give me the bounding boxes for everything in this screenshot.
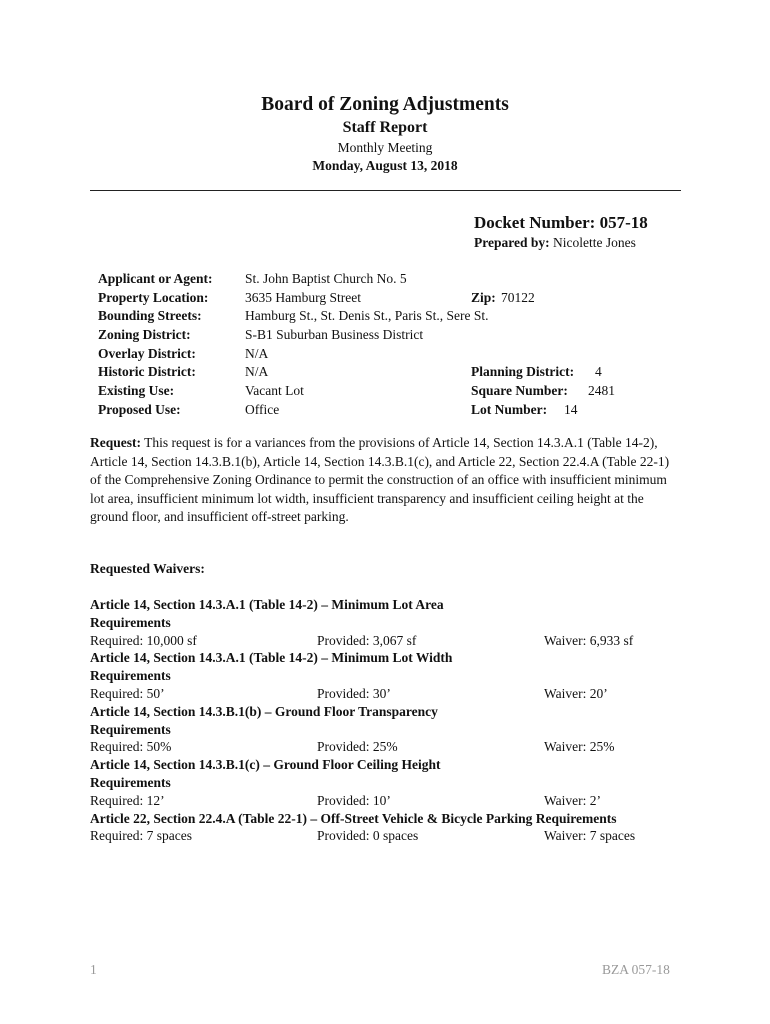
waiver-amount: Waiver: 2’ — [544, 792, 602, 808]
applicant-value: St. John Baptist Church No. 5 — [245, 271, 407, 286]
info-row-zoning — [98, 326, 658, 345]
lot-value: 14 — [564, 401, 578, 417]
overlay-label: Overlay District: — [98, 345, 196, 361]
planning-label: Planning District: — [471, 364, 575, 380]
waiver-item — [90, 596, 690, 649]
report-subtitle: Staff Report — [342, 119, 428, 136]
footer-reference: BZA 057-18 — [602, 962, 670, 977]
property-info — [98, 270, 658, 420]
prepared-by — [474, 235, 636, 251]
historic-label: Historic District: — [98, 364, 196, 380]
prepared-by-name: Nicolette Jones — [553, 235, 636, 250]
historic-value: N/A — [245, 364, 269, 380]
lot-label: Lot Number: — [471, 401, 548, 417]
waiver-title: Article 14, Section 14.3.B.1(c) – Ground Floor Ceiling Height — [90, 757, 441, 773]
info-row-location — [98, 289, 658, 308]
meeting-type: Monthly Meeting — [337, 140, 433, 155]
docket-number: Docket Number: 057-18 — [474, 213, 648, 232]
existing-value: Vacant Lot — [245, 383, 304, 399]
waiver-provided: Provided: 10’ — [317, 792, 391, 808]
square-label: Square Number: — [471, 383, 568, 399]
waiver-values — [90, 685, 690, 703]
waiver-required: Required: 10,000 sf — [90, 632, 197, 648]
waiver-values — [90, 738, 690, 756]
waiver-provided: Provided: 30’ — [317, 685, 391, 701]
waiver-required: Required: 7 spaces — [90, 828, 192, 844]
planning-value: 4 — [595, 364, 602, 380]
waiver-item — [90, 649, 690, 702]
info-row-existing — [98, 382, 658, 401]
waiver-provided: Provided: 25% — [317, 739, 398, 755]
waiver-item — [90, 810, 690, 846]
waiver-title-cont: Requirements — [90, 721, 171, 737]
waiver-values — [90, 632, 690, 650]
zoning-value: S-B1 Suburban Business District — [245, 327, 424, 343]
waiver-title-cont: Requirements — [90, 668, 171, 684]
header-divider — [90, 190, 681, 191]
waiver-amount: Waiver: 6,933 sf — [544, 632, 634, 648]
waivers-list — [90, 596, 690, 845]
waiver-provided: Provided: 3,067 sf — [317, 632, 417, 648]
request-paragraph — [90, 434, 682, 527]
waiver-title-cont: Requirements — [90, 774, 171, 790]
zip-label: Zip: — [471, 289, 496, 305]
meeting-date: Monday, August 13, 2018 — [312, 158, 458, 173]
waiver-provided: Provided: 0 spaces — [317, 828, 419, 844]
waiver-amount: Waiver: 7 spaces — [544, 828, 636, 844]
waiver-title: Article 22, Section 22.4.A (Table 22-1) – Off-Street Vehicle & Bicycle Parking Requirements — [90, 810, 617, 826]
location-label: Property Location: — [98, 289, 209, 305]
page-number: 1 — [90, 962, 97, 977]
info-row-historic — [98, 363, 658, 382]
waiver-amount: Waiver: 20’ — [544, 685, 608, 701]
zip-value: 70122 — [501, 289, 535, 305]
zoning-label: Zoning District: — [98, 327, 191, 343]
request-label: Request: — [90, 435, 141, 450]
proposed-value: Office — [245, 401, 280, 417]
waiver-title: Article 14, Section 14.3.B.1(b) – Ground Floor Transparency — [90, 703, 438, 719]
existing-label: Existing Use: — [98, 383, 175, 399]
info-row-proposed — [98, 401, 658, 420]
waiver-values — [90, 827, 690, 845]
report-title: Board of Zoning Adjustments — [261, 94, 509, 115]
waiver-amount: Waiver: 25% — [544, 739, 615, 755]
waiver-title: Article 14, Section 14.3.A.1 (Table 14-2) – Minimum Lot Width — [90, 650, 453, 666]
waiver-required: Required: 12’ — [90, 792, 165, 808]
info-row-applicant — [98, 270, 658, 289]
bounding-label: Bounding Streets: — [98, 308, 202, 324]
waiver-title: Article 14, Section 14.3.A.1 (Table 14-2) – Minimum Lot Area — [90, 597, 444, 612]
bounding-value: Hamburg St., St. Denis St., Paris St., Sere St. — [245, 308, 489, 324]
waiver-item — [90, 703, 690, 756]
waiver-title-cont: Requirements — [90, 614, 171, 630]
square-value: 2481 — [588, 383, 615, 399]
location-value: 3635 Hamburg Street — [245, 289, 361, 305]
prepared-by-label: Prepared by: — [474, 235, 550, 250]
applicant-label: Applicant or Agent: — [98, 271, 213, 286]
overlay-value: N/A — [245, 345, 269, 361]
waiver-required: Required: 50’ — [90, 685, 165, 701]
request-text: This request is for a variances from the provisions of Article 14, Section 14.3.A.1 (Table 14-2), Article 14, Section 14.3.B.1(b), Article 14, Section 14.3.B.1(c), and Article 22, Section 22.4.A (Table 22-1) of the Comprehensive Zoning Ordinance to permit the construction of an office with insufficient minimum lot area, insufficient minimum lot width, insufficient transparency and insufficient ceiling height at the ground floor, and insufficient off-street parking. — [90, 435, 670, 525]
waiver-values — [90, 792, 690, 810]
waivers-heading: Requested Waivers: — [90, 561, 205, 576]
proposed-label: Proposed Use: — [98, 401, 181, 417]
info-row-bounding — [98, 307, 658, 326]
waiver-required: Required: 50% — [90, 739, 172, 755]
waiver-item — [90, 756, 690, 809]
info-row-overlay — [98, 345, 658, 364]
